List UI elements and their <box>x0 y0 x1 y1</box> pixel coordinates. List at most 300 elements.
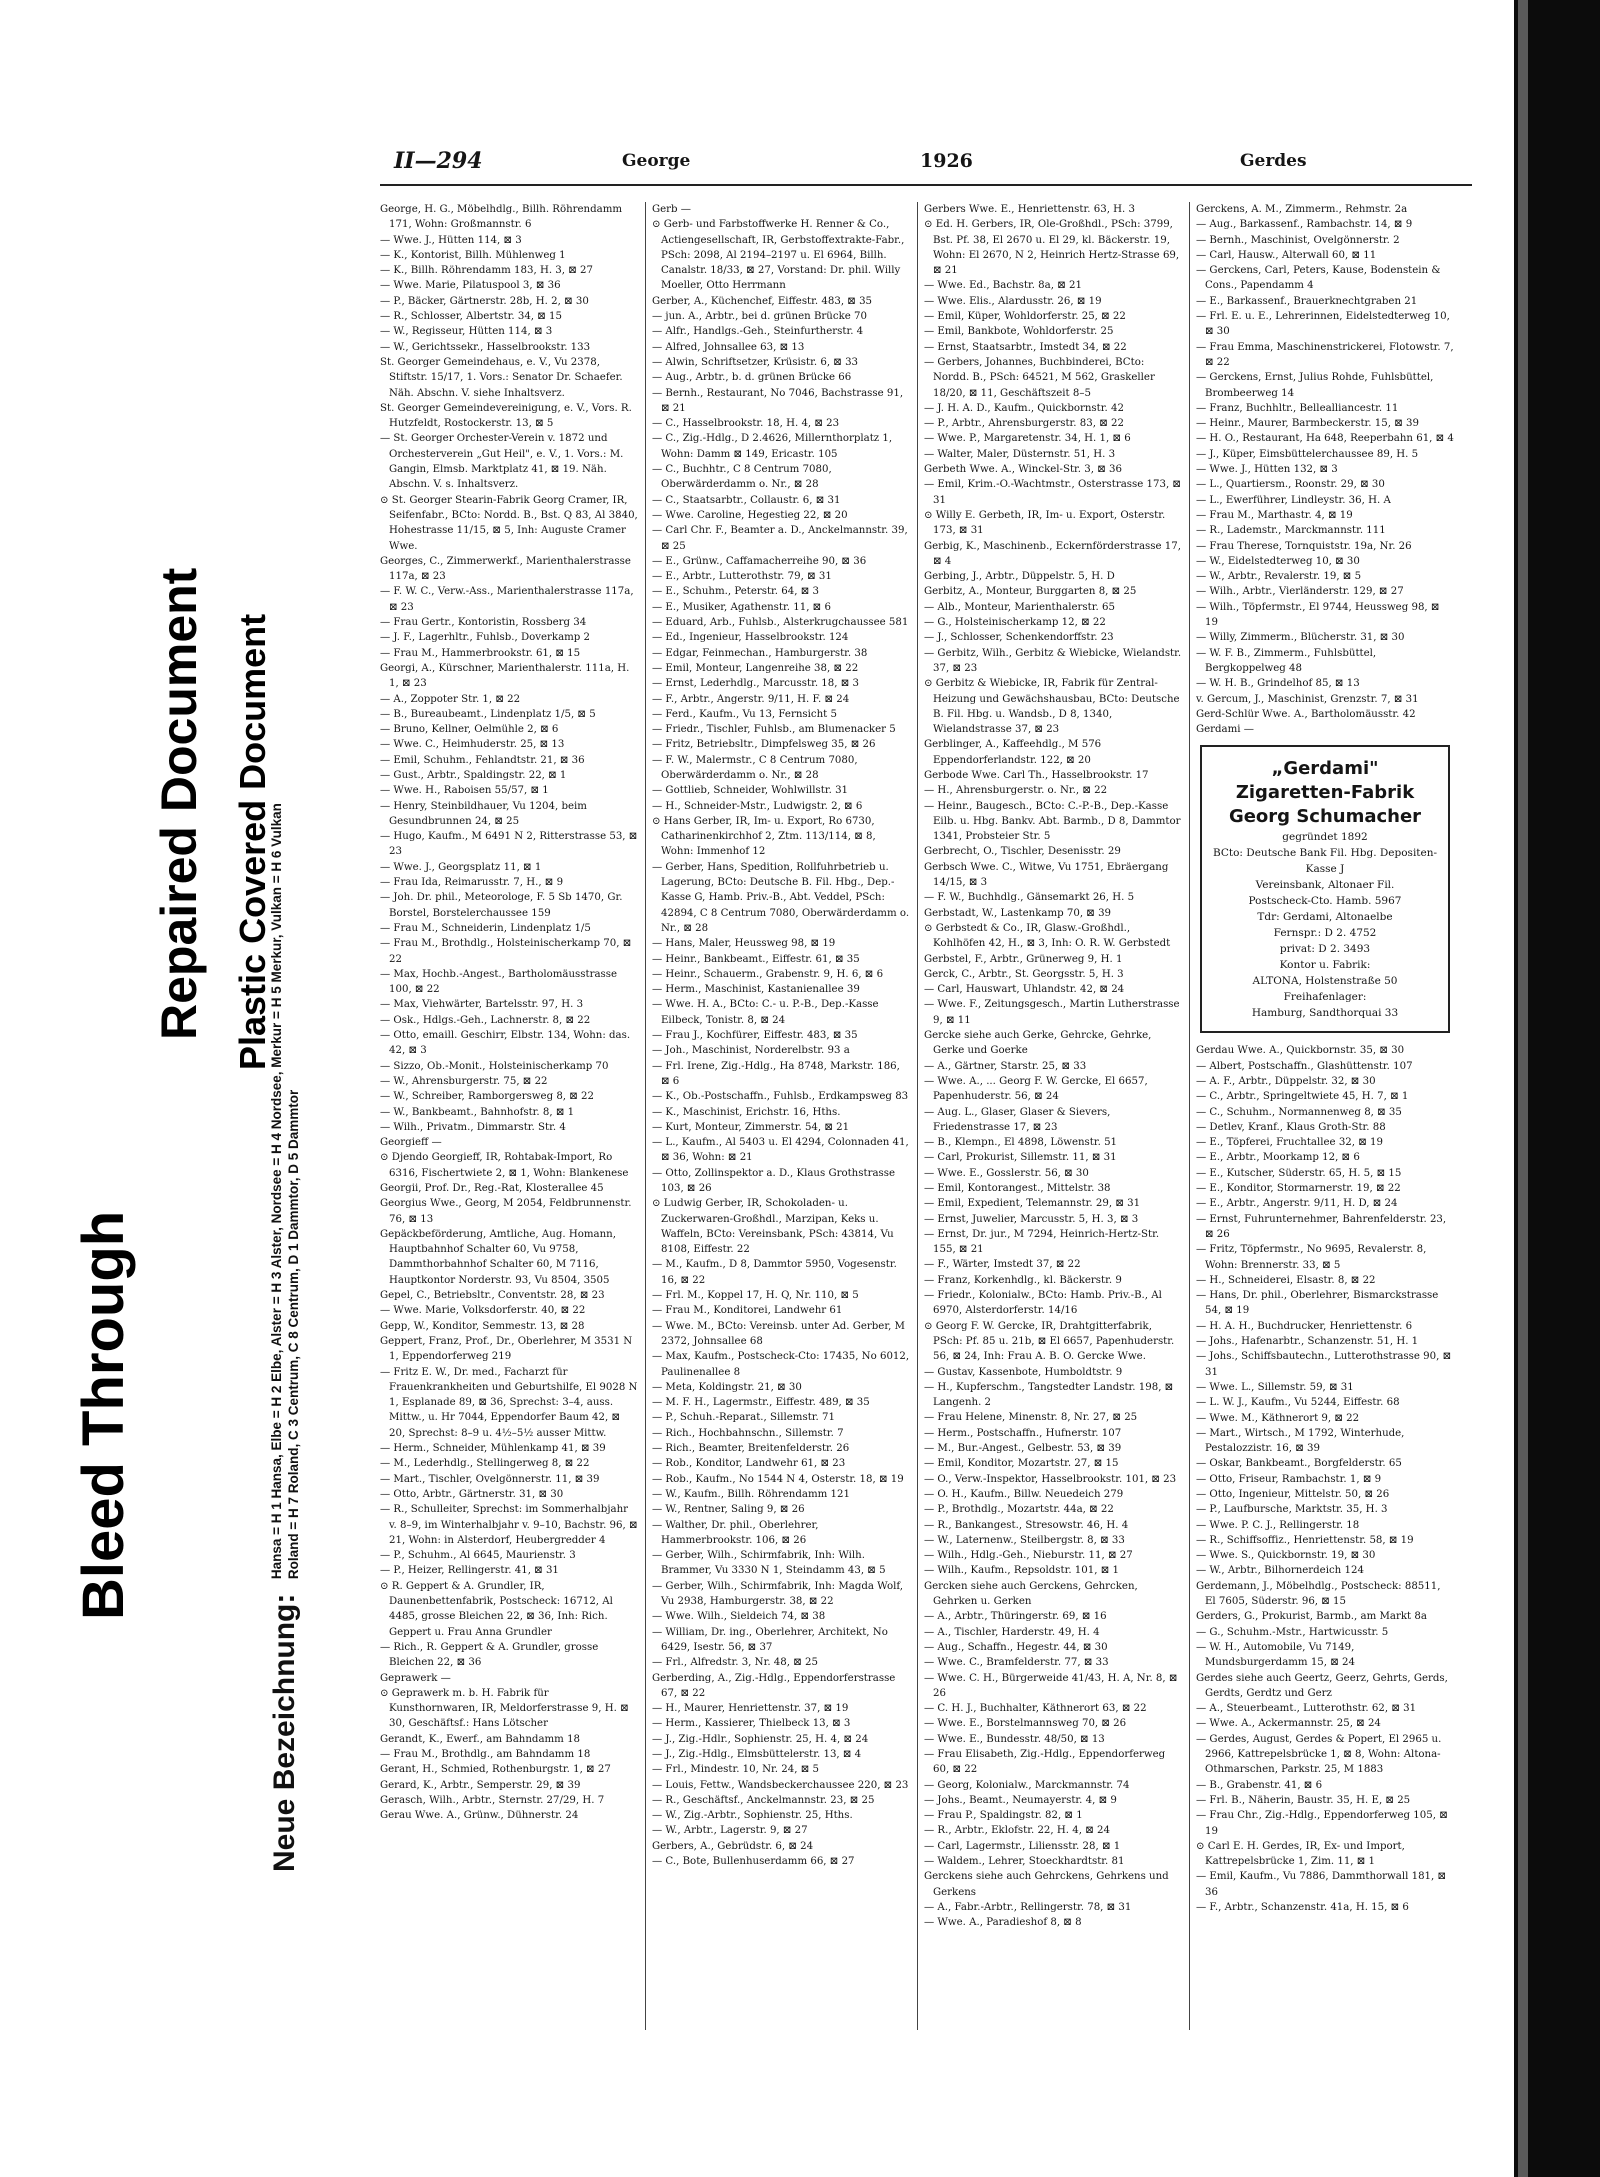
directory-entry: — Gerbitz, Wilh., Gerbitz & Wiebicke, Wielandstr. 37, ⊠ 23 <box>924 647 1182 674</box>
directory-entry: — Franz, Buchhltr., Bellealliancestr. 11 <box>1196 402 1399 414</box>
directory-entry: — Rob., Konditor, Landwehr 61, ⊠ 23 <box>652 1458 846 1470</box>
directory-entry: — J., Schlosser, Schenkendorffstr. 23 <box>924 632 1114 644</box>
directory-entry: — Wwe. C., Bramfelderstr. 77, ⊠ 33 <box>924 1657 1109 1669</box>
directory-entry: — Hans, Dr. phil., Oberlehrer, Bismarckstrasse 54, ⊠ 19 <box>1196 1290 1439 1317</box>
directory-entry: — W., Rentner, Saling 9, ⊠ 26 <box>652 1504 805 1516</box>
directory-entry: — Wwe. Wilh., Sieldeich 74, ⊠ 38 <box>652 1611 826 1623</box>
column-3 <box>924 202 1182 2030</box>
repaired-document-stamp: Repaired Document <box>151 567 207 1040</box>
directory-entry: — R., Geschäftsf., Anckelmannstr. 23, ⊠ 25 <box>652 1794 875 1806</box>
directory-entry: — K., Ob.-Postschaffn., Fuhlsb., Erdkampsweg 83 <box>652 1091 909 1103</box>
directory-entry: — Willy, Zimmerm., Blücherstr. 31, ⊠ 30 <box>1196 632 1405 644</box>
directory-entry: — Wwe. Ed., Bachstr. 8a, ⊠ 21 <box>924 280 1082 292</box>
directory-entry: — H., Ahrensburgerstr. o. Nr., ⊠ 22 <box>924 785 1108 797</box>
directory-entry: Gerbode Wwe. Carl Th., Hasselbrookstr. 17 <box>924 769 1149 781</box>
directory-entry: — P., Brothdlg., Mozartstr. 44a, ⊠ 22 <box>924 1504 1114 1516</box>
directory-entry: — Carl, Hausw., Alterwall 60, ⊠ 11 <box>1196 249 1377 261</box>
directory-entry: Georgi, A., Kürschner, Marienthalerstr. 111a, H. 1, ⊠ 23 <box>380 662 630 690</box>
directory-entry: — F., Arbtr., Angerstr. 9/11, H. F. ⊠ 24 <box>652 693 850 705</box>
directory-entry: — P., Laufbursche, Marktstr. 35, H. 3 <box>1196 1504 1388 1516</box>
directory-entry: — W., Arbtr., Revalerstr. 19, ⊠ 5 <box>1196 571 1362 583</box>
directory-entry: Gerbstel, F., Arbtr., Grünerweg 9, H. 1 <box>924 953 1123 965</box>
directory-entry: — R., Arbtr., Eklofstr. 22, H. 4, ⊠ 24 <box>924 1825 1110 1837</box>
directory-entry: ⊙ Djendo Georgieff, IR, Rohtabak-Import, Ro 6316, Fischertwiete 2, ⊠ 1, Wohn: Blankenese <box>380 1152 629 1179</box>
directory-entry: — E., Konditor, Stormarnerstr. 19, ⊠ 22 <box>1196 1183 1401 1195</box>
directory-entry: — Johs., Schiffsbautechn., Lutterothstrasse 90, ⊠ 31 <box>1196 1351 1452 1378</box>
directory-entry: — Max, Hochb.-Angest., Bartholomäusstrasse 100, ⊠ 22 <box>380 968 618 996</box>
directory-entry: — Wwe. J., Hütten 114, ⊠ 3 <box>380 234 522 246</box>
directory-entry: Gerbstadt, W., Lastenkamp 70, ⊠ 39 <box>924 907 1112 919</box>
directory-entry: — F. W., Malermstr., C 8 Centrum 7080, Oberwärderdamm o. Nr., ⊠ 28 <box>652 754 858 781</box>
directory-entry: — Edgar, Feinmechan., Hamburgerstr. 38 <box>652 647 868 659</box>
directory-entry: — P., Heizer, Rellingerstr. 41, ⊠ 31 <box>380 1565 559 1577</box>
directory-entry: — Emil, Monteur, Langenreihe 38, ⊠ 22 <box>652 662 859 674</box>
directory-entry: Gercken siehe auch Gerckens, Gehrcken, Gehrken u. Gerken <box>924 1580 1138 1608</box>
directory-entry: — Max, Viehwärter, Bartelsstr. 97, H. 3 <box>380 999 584 1011</box>
directory-entry: — O. H., Kaufm., Billw. Neuedeich 279 <box>924 1488 1124 1500</box>
directory-entry: — Heinr., Baugesch., BCto: C.-P.-B., Dep.-Kasse Eilb. u. Hbg. Bankv. Abt. Barmb., D 8, Dammtor 1341, Probsteier Str. 5 <box>924 800 1181 843</box>
directory-entry: — Gerdes, August, Gerdes & Popert, El 2965 u. 2966, Kattrepelsbrücke 1, ⊠ 8, Wohn: Altona-Othmarschen, Parkstr. 25, M 1883 <box>1196 1733 1442 1776</box>
directory-entry: — Walther, Dr. phil., Oberlehrer, Hammerbrookstr. 106, ⊠ 26 <box>652 1519 819 1546</box>
ad-line: gegründet 1892 <box>1282 831 1368 844</box>
directory-entry: Gerders, G., Prokurist, Barmb., am Markt 8a <box>1196 1611 1427 1623</box>
directory-entry: — B., Klempn., El 4898, Löwenstr. 51 <box>924 1137 1118 1149</box>
directory-entry: — Bernh., Maschinist, Ovelgönnerstr. 2 <box>1196 234 1400 246</box>
directory-entry: — W., Arbtr., Lagerstr. 9, ⊠ 27 <box>652 1825 808 1837</box>
directory-entry: — M., Bur.-Angest., Gelbestr. 53, ⊠ 39 <box>924 1443 1122 1455</box>
directory-entry: — M., Lederhdlg., Stellingerweg 8, ⊠ 22 <box>380 1458 590 1470</box>
directory-entry: ⊙ Ed. H. Gerbers, IR, Ole-Großhdl., PSch: 3799, Bst. Pf. 38, El 2670 u. El 29, kl. Bäckerstr. 19, Wohn: El 2670, N 2, Heinrich Hertz-Strasse 69, ⊠ 21 <box>924 219 1180 277</box>
directory-entry: — Frl., Mindestr. 10, Nr. 24, ⊠ 5 <box>652 1764 819 1776</box>
directory-entry: Gerck, C., Arbtr., St. Georgsstr. 5, H. 3 <box>924 968 1124 980</box>
directory-entry: — Gerber, Wilh., Schirmfabrik, Inh: Wilh. Brammer, Vu 3330 N 1, Steindamm 43, ⊠ 5 <box>652 1550 886 1577</box>
directory-entry: — Frl. M., Koppel 17, H. Q, Nr. 110, ⊠ 5 <box>652 1290 859 1302</box>
directory-entry: — Joh., Maschinist, Norderelbstr. 93 a <box>652 1045 850 1057</box>
directory-entry: — Wwe. J., Hütten 132, ⊠ 3 <box>1196 464 1338 476</box>
directory-entry: — Wwe. Marie, Pilatuspool 3, ⊠ 36 <box>380 280 561 292</box>
directory-entry: — Wwe. S., Quickbornstr. 19, ⊠ 30 <box>1196 1550 1376 1562</box>
directory-entry: — Otto, Zollinspektor a. D., Klaus Grothstrasse 103, ⊠ 26 <box>652 1167 895 1194</box>
directory-entry: — H., Schneiderei, Elsastr. 8, ⊠ 22 <box>1196 1274 1376 1286</box>
directory-entry: St. Georger Gemeindehaus, e. V., Vu 2378, Stiftstr. 15/17, 1. Vors.: Senator Dr. Schaefer. Näh. Abschn. V. siehe Inhaltsverz. <box>380 356 623 399</box>
directory-entry: — Rich., R. Geppert & A. Grundler, grosse Bleichen 22, ⊠ 36 <box>380 1641 599 1669</box>
directory-entry: Gerd-Schlür Wwe. A., Bartholomäusstr. 42 <box>1196 708 1416 720</box>
directory-entry: — Wilh., Arbtr., Vierländerstr. 129, ⊠ 27 <box>1196 586 1404 598</box>
directory-entry: — Wwe. E., Borstelmannsweg 70, ⊠ 26 <box>924 1718 1127 1730</box>
directory-entry: — Gerber, Hans, Spedition, Rollfuhrbetrieb u. Lagerung, BCto: Deutsche B. Fil. Hbg., Dep.-Kasse G, Hamb. Priv.-B., Abt. Veddel, PSch: 42894, C 8 Centrum 7080, Oberwärderdamm o. Nr., ⊠ 28 <box>652 861 910 934</box>
directory-entry: — Ernst, Lederhdlg., Marcusstr. 18, ⊠ 3 <box>652 678 859 690</box>
directory-entry: — Carl, Hauswart, Uhlandstr. 42, ⊠ 24 <box>924 984 1125 996</box>
directory-entry: Gerasch, Wilh., Arbtr., Sternstr. 27/29, H. 7 <box>380 1794 605 1806</box>
directory-entry: — Herm., Schneider, Mühlenkamp 41, ⊠ 39 <box>380 1443 606 1455</box>
directory-entry: — Hans, Maler, Heussweg 98, ⊠ 19 <box>652 938 836 950</box>
directory-entry: — Wilh., Hdlg.-Geh., Nieburstr. 11, ⊠ 27 <box>924 1550 1133 1562</box>
directory-entry: — Rob., Kaufm., No 1544 N 4, Osterstr. 18, ⊠ 19 <box>652 1473 904 1485</box>
directory-entry: — E., Arbtr., Angerstr. 9/11, H. D, ⊠ 24 <box>1196 1198 1398 1210</box>
directory-entry: — E., Schuhm., Peterstr. 64, ⊠ 3 <box>652 586 819 598</box>
directory-entry: Gerdemann, J., Möbelhdlg., Postscheck: 88511, El 7605, Süderstr. 96, ⊠ 15 <box>1196 1580 1441 1608</box>
legend-lines <box>268 803 302 1579</box>
directory-entry: — Johs., Beamt., Neumayerstr. 4, ⊠ 9 <box>924 1794 1117 1806</box>
gerdami-advertisement <box>1200 745 1450 1033</box>
directory-entry: — E., Kutscher, Süderstr. 65, H. 5, ⊠ 15 <box>1196 1167 1402 1179</box>
directory-entry: — Wwe. M., BCto: Vereinsb. unter Ad. Gerber, M 2372, Johnsallee 68 <box>652 1320 905 1347</box>
directory-entry: Gerckens, A. M., Zimmerm., Rehmstr. 2a <box>1196 204 1408 215</box>
column-1 <box>380 202 638 2030</box>
directory-entry: — Emil, Kontorangest., Mittelstr. 38 <box>924 1183 1111 1194</box>
directory-entry: ⊙ Georg F. W. Gercke, IR, Drahtgitterfabrik, PSch: Pf. 85 u. 21b, ⊠ El 6657, Papenhuderstr. 56, ⊠ 24, Inh: Frau A. B. O. Gercke Wwe. <box>924 1320 1175 1363</box>
directory-entry: — A., Fabr.-Arbtr., Rellingerstr. 78, ⊠ 31 <box>924 1901 1132 1913</box>
directory-entry: — C., Bote, Bullenhuserdamm 66, ⊠ 27 <box>652 1856 855 1868</box>
directory-entry: — W., Kaufm., Billh. Röhrendamm 121 <box>652 1488 850 1500</box>
directory-entry: — G., Holsteinischerkamp 12, ⊠ 22 <box>924 617 1106 629</box>
directory-entry: — Frau M., Brothdlg., Holsteinischerkamp 70, ⊠ 22 <box>380 938 632 965</box>
ad-title-owner: Georg Schumacher <box>1228 806 1422 828</box>
directory-entry: — Oskar, Bankbeamt., Borgfelderstr. 65 <box>1196 1458 1402 1470</box>
legend-title: Neue Bezeichnung: <box>268 1593 301 1872</box>
directory-entry: Gerbrecht, O., Tischler, Desenisstr. 29 <box>924 846 1121 858</box>
directory-entry: — H., Schneider-Mstr., Ludwigstr. 2, ⊠ 6 <box>652 800 863 812</box>
directory-entry: — Wwe. A., Paradieshof 8, ⊠ 8 <box>924 1917 1082 1929</box>
directory-entry: — Kurt, Monteur, Zimmerstr. 54, ⊠ 21 <box>652 1121 850 1133</box>
directory-entry: — Rich., Hochbahnschn., Sillemstr. 7 <box>652 1427 844 1439</box>
directory-entry: — Sizzo, Ob.-Monit., Holsteinischerkamp 70 <box>380 1060 609 1072</box>
directory-entry: — F. W., Buchhdlg., Gänsemarkt 26, H. 5 <box>924 892 1135 904</box>
directory-entry: — Otto, Arbtr., Gärtnerstr. 31, ⊠ 30 <box>380 1488 564 1500</box>
directory-entry: — Frau M., Schneiderin, Lindenplatz 1/5 <box>380 922 591 934</box>
directory-entry: — L., Kaufm., Al 5403 u. El 4294, Colonnaden 41, ⊠ 36, Wohn: ⊠ 21 <box>652 1137 909 1164</box>
directory-entry: — Wwe. A., ... Georg F. W. Gercke, El 6657, Papenhuderstr. 56, ⊠ 24 <box>924 1075 1148 1103</box>
legend-line-1: Hansa = H 1 Hansa, Elbe = H 2 Elbe, Alster = H 3 Alster, Nordsee = H 4 Nordsee, Merkur = H 5 Merkur, Vulkan = H 6 Vulkan <box>269 803 284 1580</box>
directory-entry: — Otto, Ingenieur, Mittelstr. 50, ⊠ 26 <box>1196 1489 1390 1500</box>
directory-entry: — P., Arbtr., Ahrensburgerstr. 83, ⊠ 22 <box>924 418 1124 430</box>
directory-entry: — H. O., Restaurant, Ha 648, Reeperbahn 61, ⊠ 4 <box>1196 433 1454 445</box>
directory-entry: — Emil, Schuhm., Fehlandtstr. 21, ⊠ 36 <box>380 754 585 766</box>
directory-entry: — P., Schuh.-Reparat., Sillemstr. 71 <box>652 1412 835 1424</box>
directory-entry: Gerdami — <box>1196 724 1254 736</box>
directory-entry: — Franz, Korkenhdlg., kl. Bäckerstr. 9 <box>924 1274 1122 1286</box>
directory-entry: v. Gercum, J., Maschinist, Grenzstr. 7, ⊠ 31 <box>1196 693 1419 705</box>
directory-entry: — C., Buchhtr., C 8 Centrum 7080, Oberwärderdamm o. Nr., ⊠ 28 <box>652 464 832 491</box>
directory-entry: Gerckens siehe auch Gehrckens, Gehrkens und Gerkens <box>924 1871 1169 1898</box>
directory-entry: — Emil, Expedient, Telemannstr. 29, ⊠ 31 <box>924 1198 1141 1210</box>
directory-entry: — M., Kaufm., D 8, Dammtor 5950, Vogesenstr. 16, ⊠ 22 <box>652 1259 897 1286</box>
ad-line: privat: D 2. 3493 <box>1279 943 1371 956</box>
directory-entry: — L. W. J., Kaufm., Vu 5244, Eiffestr. 68 <box>1196 1397 1400 1409</box>
directory-entry: St. Georger Gemeindevereinigung, e. V., Vors. R. Hutzfeldt, Rostockerstr. 13, ⊠ 5 <box>380 402 632 430</box>
directory-entry: Georges, C., Zimmerwerkf., Marienthalerstrasse 117a, ⊠ 23 <box>380 555 631 583</box>
directory-entry: — Ernst, Juwelier, Marcusstr. 5, H. 3, ⊠ 3 <box>924 1213 1139 1225</box>
directory-entry: Gerbers Wwe. E., Henriettenstr. 63, H. 3 <box>924 204 1136 215</box>
directory-entry: Gepp, W., Konditor, Semmestr. 13, ⊠ 28 <box>380 1320 585 1332</box>
directory-entry: — Heinr., Bankbeamt., Eiffestr. 61, ⊠ 35 <box>652 953 860 965</box>
directory-entry: Gerdes siehe auch Geertz, Geerz, Gehrts, Gerds, Gerdts, Gerdtz und Gerz <box>1196 1672 1448 1699</box>
scanner-edge <box>1514 0 1600 2177</box>
directory-entry: ⊙ Gerbitz & Wiebicke, IR, Fabrik für Zentral-Heizung und Gewächshausbau, BCto: Deutsche B. Fil. Hbg. u. Wandsb., D 8, 1340, Wielandstrasse 37, ⊠ 23 <box>924 678 1180 736</box>
directory-entry: — E., Arbtr., Lutterothstr. 79, ⊠ 31 <box>652 571 832 583</box>
directory-entry: — Frl. E. u. E., Lehrerinnen, Eidelstedterweg 10, ⊠ 30 <box>1196 311 1450 338</box>
directory-entry: — jun. A., Arbtr., bei d. grünen Brücke 70 <box>652 311 867 323</box>
directory-entry: Gerbers, A., Gebrüdstr. 6, ⊠ 24 <box>652 1840 814 1852</box>
directory-entry: — Wwe. C., Heimhuderstr. 25, ⊠ 13 <box>380 739 565 751</box>
plastic-covered-stamp: Plastic Covered Document <box>232 613 273 1070</box>
directory-entry: — Rich., Beamter, Breitenfelderstr. 26 <box>652 1443 850 1455</box>
directory-entry: — Fritz, Betriebsltr., Dimpfelsweg 35, ⊠ 26 <box>652 739 876 751</box>
directory-entry: — Fritz, Töpfermstr., No 9695, Revalerstr. 8, Wohn: Brennerstr. 33, ⊠ 5 <box>1196 1244 1427 1271</box>
directory-entry: — Wwe. F., Zeitungsgesch., Martin Lutherstrasse 9, ⊠ 11 <box>924 999 1180 1026</box>
directory-entry: ⊙ Ludwig Gerber, IR, Schokoladen- u. Zuckerwaren-Großhdl., Marzipan, Keks u. Waffeln, BCto: Vereinsbank, PSch: 43814, Vu 8108, Eiffestr. 22 <box>652 1198 894 1256</box>
directory-entry: — Osk., Hdlgs.-Geh., Lachnerstr. 8, ⊠ 22 <box>380 1014 591 1026</box>
directory-entry: — Frau M., Konditorei, Landwehr 61 <box>652 1305 843 1317</box>
directory-entry: — Frau Helene, Minenstr. 8, Nr. 27, ⊠ 25 <box>924 1412 1138 1424</box>
directory-entry: — Frl. Irene, Zig.-Hdlg., Ha 8748, Markstr. 186, ⊠ 6 <box>652 1060 900 1087</box>
column-rule <box>1189 202 1190 2030</box>
header-last-name: Gerdes <box>1240 151 1307 171</box>
legend-line-2: Roland = H 7 Roland, C 3 Centrum, C 8 Centrum, D 1 Dammtor, D 5 Dammtor <box>286 1089 301 1580</box>
directory-entry: — Hugo, Kaufm., M 6491 N 2, Ritterstrasse 53, ⊠ 23 <box>380 831 638 858</box>
ad-details <box>1210 829 1440 1021</box>
directory-entry: — Wwe. H. A., BCto: C.- u. P.-B., Dep.-Kasse Eilbeck, Tonistr. 8, ⊠ 24 <box>652 999 879 1026</box>
directory-entry: — W., Schreiber, Ramborgersweg 8, ⊠ 22 <box>380 1091 595 1103</box>
ad-line: Postscheck-Cto. Hamb. 5967 <box>1248 895 1402 908</box>
directory-entry: — P., Bäcker, Gärtnerstr. 28b, H. 2, ⊠ 30 <box>380 295 589 307</box>
column-2 <box>652 202 910 2030</box>
directory-entry: — F. W. C., Verw.-Ass., Marienthalerstrasse 117a, ⊠ 23 <box>380 586 634 613</box>
directory-entry: Gepel, C., Betriebsltr., Conventstr. 28, ⊠ 23 <box>380 1290 605 1302</box>
directory-entry: — Gerckens, Ernst, Julius Rohde, Fuhlsbüttel, Brombeerweg 14 <box>1196 372 1434 399</box>
directory-entry: — Waldem., Lehrer, Stoeckhardtstr. 81 <box>924 1856 1125 1868</box>
directory-entry: — Emil, Konditor, Mozartstr. 27, ⊠ 15 <box>924 1458 1119 1470</box>
directory-entry: — J., Zig.-Hdlg., Elmsbüttelerstr. 13, ⊠ 4 <box>652 1748 862 1760</box>
directory-entry: — Wwe. Caroline, Hegestieg 22, ⊠ 20 <box>652 509 848 521</box>
directory-entry: Georgii, Prof. Dr., Reg.-Rat, Klosterallee 45 <box>380 1183 604 1194</box>
ad-line: Kontor u. Fabrik: <box>1279 959 1371 972</box>
column-4-top <box>1196 202 1454 737</box>
directory-entry: ⊙ Carl E. H. Gerdes, IR, Ex- und Import, Kattrepelsbrücke 1, Zim. 11, ⊠ 1 <box>1196 1840 1405 1868</box>
ad-line: ALTONA, Holstenstraße 50 <box>1252 975 1398 988</box>
directory-entry: — Friedr., Tischler, Fuhlsb., am Blumenacker 5 <box>652 724 896 736</box>
directory-entry: — P., Schuhm., Al 6645, Maurienstr. 3 <box>380 1550 576 1562</box>
directory-entry: — Joh. Dr. phil., Meteorologe, F. 5 Sb 1470, Gr. Borstel, Borstelerchaussee 159 <box>380 892 623 919</box>
directory-entry: — Frl., Alfredstr. 3, Nr. 48, ⊠ 25 <box>652 1657 818 1669</box>
directory-entry: — Ferd., Kaufm., Vu 13, Fernsicht 5 <box>652 708 837 720</box>
directory-entry: — H. A. H., Buchdrucker, Henriettenstr. 6 <box>1196 1320 1413 1332</box>
directory-entry: — F., Wärter, Imstedt 37, ⊠ 22 <box>924 1259 1081 1271</box>
directory-entry: — M. F. H., Lagermstr., Eiffestr. 489, ⊠ 35 <box>652 1397 870 1409</box>
directory-entry: — B., Bureaubeamt., Lindenplatz 1/5, ⊠ 5 <box>380 708 596 720</box>
directory-entry: — L., Ewerführer, Lindleystr. 36, H. A <box>1196 494 1391 506</box>
directory-entry: — J. H. A. D., Kaufm., Quickbornstr. 42 <box>924 402 1124 414</box>
directory-entry: Geppert, Franz, Prof., Dr., Oberlehrer, M 3531 N 1, Eppendorferweg 219 <box>380 1335 633 1363</box>
directory-entry: — R., Schiffsoffiz., Henriettenstr. 58, ⊠ 19 <box>1196 1534 1414 1546</box>
directory-entry: — Alfr., Handlgs.-Geh., Steinfurtherstr. 4 <box>652 326 864 338</box>
directory-entry: — Frau Ida, Reimarusstr. 7, H., ⊠ 9 <box>380 877 564 889</box>
directory-entry: ⊙ Geprawerk m. b. H. Fabrik für Kunsthornwaren, IR, Meldorferstrasse 9, H. ⊠ 30, Geschäftsf.: Hans Lötscher <box>380 1687 629 1730</box>
directory-entry: — Bruno, Kellner, Oelmühle 2, ⊠ 6 <box>380 724 559 736</box>
directory-entry: — O., Verw.-Inspektor, Hasselbrookstr. 101, ⊠ 23 <box>924 1473 1177 1485</box>
directory-entry: — Eduard, Arb., Fuhlsb., Alsterkrugchaussee 581 <box>652 617 909 629</box>
directory-entry: — A. F., Arbtr., Düppelstr. 32, ⊠ 30 <box>1196 1075 1376 1087</box>
directory-entry: — Wwe. J., Georgsplatz 11, ⊠ 1 <box>380 861 542 873</box>
directory-entry: Gerbsch Wwe. C., Witwe, Vu 1751, Ebräergang 14/15, ⊠ 3 <box>924 861 1169 889</box>
directory-entry: George, H. G., Möbelhdlg., Billh. Röhrendamm 171, Wohn: Großmannstr. 6 <box>380 204 623 231</box>
directory-entry: Gerard, K., Arbtr., Semperstr. 29, ⊠ 39 <box>380 1779 581 1791</box>
directory-entry: — Gerckens, Carl, Peters, Kause, Bodenstein & Cons., Papendamm 4 <box>1196 265 1441 292</box>
directory-entry: — Ed., Ingenieur, Hasselbrookstr. 124 <box>652 632 849 644</box>
directory-entry: Gercke siehe auch Gerke, Gehrcke, Gehrke, Gerke und Goerke <box>924 1030 1152 1057</box>
ad-line: Hamburg, Sandthorquai 33 <box>1251 1007 1399 1020</box>
directory-entry: — Frau M., Marthastr. 4, ⊠ 19 <box>1196 509 1353 521</box>
directory-entry: — Frau P., Spaldingstr. 82, ⊠ 1 <box>924 1810 1083 1822</box>
directory-entry: — Frau Therese, Tornquiststr. 19a, Nr. 26 <box>1196 540 1412 552</box>
ad-title-brand: „Gerdami" <box>1271 758 1379 780</box>
directory-entry: — Henry, Steinbildhauer, Vu 1204, beim Gesundbrunnen 24, ⊠ 25 <box>380 800 587 827</box>
column-4 <box>1196 202 1454 2030</box>
directory-entry: — Mart., Tischler, Ovelgönnerstr. 11, ⊠ 39 <box>380 1473 600 1485</box>
exchange-legend <box>268 212 302 1872</box>
directory-entry: — Wwe. A., Ackermannstr. 25, ⊠ 24 <box>1196 1718 1381 1730</box>
directory-entry: Gerber, A., Küchenchef, Eiffestr. 483, ⊠ 35 <box>652 295 873 307</box>
directory-entry: — A., Gärtner, Starstr. 25, ⊠ 33 <box>924 1060 1087 1072</box>
bleed-through-stamp: Bleed Through <box>71 1210 136 1620</box>
directory-entry: — R., Lademstr., Marckmannstr. 111 <box>1196 525 1386 537</box>
directory-entry: — Frau Elisabeth, Zig.-Hdlg., Eppendorferweg 60, ⊠ 22 <box>924 1748 1166 1776</box>
directory-entry: — Wwe. P. C. J., Rellingerstr. 18 <box>1196 1519 1360 1531</box>
directory-entry: — Wilh., Töpfermstr., El 9744, Heussweg 98, ⊠ 19 <box>1196 601 1440 629</box>
directory-entry: — W., Zig.-Arbtr., Sophienstr. 25, Hths. <box>652 1810 853 1822</box>
directory-entry: Gerb — <box>652 204 691 215</box>
directory-entry: — H., Kupferschm., Tangstedter Landstr. 198, ⊠ Langenh. 2 <box>924 1381 1174 1409</box>
directory-entry: — W. H., Automobile, Vu 7149, Mundsburgerdamm 15, ⊠ 24 <box>1196 1641 1356 1669</box>
directory-entry: — W., Eidelstedterweg 10, ⊠ 30 <box>1196 555 1360 567</box>
directory-entry: — F., Arbtr., Schanzenstr. 41a, H. 15, ⊠ 6 <box>1196 1902 1409 1914</box>
directory-entry: — R., Schulleiter, Sprechst: im Sommerhalbjahr v. 8–9, im Winterhalbjahr v. 9–10, Bachstr. 96, ⊠ 21, Wohn: in Alsterdorf, Heubergredder 4 <box>380 1504 638 1546</box>
directory-entry: — Wwe. E., Bundesstr. 48/50, ⊠ 13 <box>924 1733 1105 1745</box>
directory-entry: — A., Steuerbeamt., Lutterothstr. 62, ⊠ 31 <box>1196 1703 1417 1715</box>
directory-entry: — Ernst, Dr. jur., M 7294, Heinrich-Hertz-Str. 155, ⊠ 21 <box>924 1228 1160 1256</box>
scanner-edge-stripe <box>1518 0 1528 2177</box>
directory-entry: — W., Regisseur, Hütten 114, ⊠ 3 <box>380 326 553 338</box>
directory-entry: — William, Dr. ing., Oberlehrer, Architekt, No 6429, Isestr. 56, ⊠ 37 <box>652 1626 888 1653</box>
directory-entry: Gerblinger, A., Kaffeehdlg., M 576 Eppendorferlandstr. 122, ⊠ 20 <box>924 739 1102 766</box>
directory-entry: — W., Arbtr., Bilhornerdeich 124 <box>1196 1565 1364 1577</box>
directory-entry: — Otto, emaill. Geschirr, Elbstr. 134, Wohn: das. 42, ⊠ 3 <box>380 1030 631 1057</box>
directory-entry: ⊙ Hans Gerber, IR, Im- u. Export, Ro 6730, Catharinenkirchhof 2, Ztm. 113/114, ⊠ 8, Wohn: Immenhof 12 <box>652 815 876 858</box>
directory-entry: Gerau Wwe. A., Grünw., Dühnerstr. 24 <box>380 1810 579 1822</box>
directory-entry: — K., Billh. Röhrendamm 183, H. 3, ⊠ 27 <box>380 265 594 277</box>
directory-entry: — L., Quartiersm., Roonstr. 29, ⊠ 30 <box>1196 479 1385 491</box>
directory-entry: — Aug., Arbtr., b. d. grünen Brücke 66 <box>652 372 852 384</box>
directory-entry: — Herm., Postschaffn., Hufnerstr. 107 <box>924 1427 1122 1439</box>
directory-entry: — Wilh., Privatm., Dimmarstr. Str. 4 <box>380 1121 566 1133</box>
header-first-name: George <box>622 151 691 171</box>
directory-entry: — C., Zig.-Hdlg., D 2.4626, Millernthorplatz 1, Wohn: Damm ⊠ 149, Ericastr. 105 <box>652 433 893 460</box>
directory-entry: — J., Küper, Eimsbüttelerchaussee 89, H. 5 <box>1196 448 1419 460</box>
directory-entry: Gerberding, A., Zig.-Hdlg., Eppendorferstrasse 67, ⊠ 22 <box>652 1672 896 1699</box>
directory-entry: — Gerber, Wilh., Schirmfabrik, Inh: Magda Wolf, Vu 2938, Hamburgerstr. 38, ⊠ 22 <box>652 1580 903 1608</box>
directory-entry: — Mart., Wirtsch., M 1792, Winterhude, Pestalozzistr. 16, ⊠ 39 <box>1196 1427 1405 1455</box>
directory-entry: — Frau Chr., Zig.-Hdlg., Eppendorferweg 105, ⊠ 19 <box>1196 1810 1448 1837</box>
directory-entry: ⊙ St. Georger Stearin-Fabrik Georg Cramer, IR, Seifenfabr., BCto: Nordd. B., Bst. Q 83, Al 3840, Hohestrasse 11/15, ⊠ 5, Inh: Auguste Cramer Wwe. <box>380 494 638 552</box>
directory-entry: — W. F. B., Zimmerm., Fuhlsbüttel, Bergkoppelweg 48 <box>1196 647 1377 674</box>
directory-entry: — Gustav, Kassenbote, Humboldtstr. 9 <box>924 1366 1123 1378</box>
directory-entry: — Heinr., Maurer, Barmbeckerstr. 15, ⊠ 39 <box>1196 418 1419 430</box>
directory-entry: — K., Kontorist, Billh. Mühlenweg 1 <box>380 249 566 261</box>
directory-entry: — R., Bankangest., Stresowstr. 46, H. 4 <box>924 1519 1129 1531</box>
directory-entry: — W., Bankbeamt., Bahnhofstr. 8, ⊠ 1 <box>380 1106 575 1118</box>
directory-entry: — W. H. B., Grindelhof 85, ⊠ 13 <box>1196 678 1360 690</box>
column-rule <box>917 202 918 2030</box>
directory-entry: — Max, Kaufm., Postscheck-Cto: 17435, No 6012, Paulinenallee 8 <box>652 1351 910 1378</box>
directory-entry: — Louis, Fettw., Wandsbeckerchaussee 220, ⊠ 23 <box>652 1779 909 1791</box>
directory-entry: — Frau M., Hammerbrookstr. 61, ⊠ 15 <box>380 647 581 659</box>
directory-entry: — Bernh., Restaurant, No 7046, Bachstrasse 91, ⊠ 21 <box>652 387 904 414</box>
directory-entry: — H., Maurer, Henriettenstr. 37, ⊠ 19 <box>652 1703 849 1715</box>
directory-entry: — B., Grabenstr. 41, ⊠ 6 <box>1196 1779 1323 1791</box>
directory-entry: Georgieff — <box>380 1137 442 1149</box>
directory-columns <box>380 202 1472 2030</box>
directory-entry: Gerbitz, A., Monteur, Burggarten 8, ⊠ 25 <box>924 586 1137 598</box>
directory-entry: — Aug. L., Glaser, Glaser & Sievers, Friedenstrasse 17, ⊠ 23 <box>924 1106 1111 1133</box>
directory-entry: — C., Arbtr., Springeltwiete 45, H. 7, ⊠ 1 <box>1196 1091 1409 1103</box>
directory-entry: — Wwe. Marie, Volksdorferstr. 40, ⊠ 22 <box>380 1305 586 1317</box>
directory-entry: — Alb., Monteur, Marienthalerstr. 65 <box>924 601 1115 613</box>
directory-entry: — Emil, Küper, Wohldorferstr. 25, ⊠ 22 <box>924 311 1126 323</box>
directory-entry: — Wilh., Kaufm., Repsoldstr. 101, ⊠ 1 <box>924 1565 1119 1577</box>
directory-entry: — C., Staatsarbtr., Collaustr. 6, ⊠ 31 <box>652 494 841 506</box>
directory-entry: — A., Arbtr., Thüringerstr. 69, ⊠ 16 <box>924 1611 1107 1623</box>
header-year: 1926 <box>920 150 973 172</box>
directory-entry: — Gottlieb, Schneider, Wohlwillstr. 31 <box>652 785 849 797</box>
directory-entry: — Wwe. E., Gosslerstr. 56, ⊠ 30 <box>924 1167 1089 1179</box>
directory-entry: — C., Hasselbrookstr. 18, H. 4, ⊠ 23 <box>652 418 840 430</box>
directory-entry: — Wwe. M., Käthnerort 9, ⊠ 22 <box>1196 1412 1360 1424</box>
directory-entry: — Wwe. L., Sillemstr. 59, ⊠ 31 <box>1196 1381 1354 1393</box>
directory-entry: Gerbig, K., Maschinenb., Eckernförderstrasse 17, ⊠ 4 <box>924 540 1181 567</box>
directory-entry: — Wwe. P., Margaretenstr. 34, H. 1, ⊠ 6 <box>924 433 1131 445</box>
directory-entry: — Wwe. H., Raboisen 55/57, ⊠ 1 <box>380 785 549 797</box>
directory-entry: — Carl Chr. F., Beamter a. D., Anckelmannstr. 39, ⊠ 25 <box>652 525 908 552</box>
ad-line: Vereinsbank, Altonaer Fil. <box>1255 879 1395 892</box>
directory-entry: — St. Georger Orchester-Verein v. 1872 und Orchesterverein „Gut Heil", e. V., 1. Vors.: M. Gangin, Elmsb. Marktplatz 41, ⊠ 19. Näh. Abschn. V. s. Inhaltsverz. <box>380 433 624 491</box>
directory-entry: — G., Schuhm.-Mstr., Hartwicusstr. 5 <box>1196 1626 1389 1638</box>
page-number: II—294 <box>394 148 483 174</box>
directory-page <box>380 150 1472 2030</box>
directory-entry: — Meta, Koldingstr. 21, ⊠ 30 <box>652 1381 802 1393</box>
directory-entry: — J., Zig.-Hdlr., Sophienstr. 25, H. 4, ⊠ 24 <box>652 1733 869 1745</box>
directory-entry: — Frau J., Kochfürer, Eiffestr. 483, ⊠ 35 <box>652 1030 858 1042</box>
directory-entry: — W., Ahrensburgerstr. 75, ⊠ 22 <box>380 1075 548 1087</box>
directory-entry: — A., Zoppoter Str. 1, ⊠ 22 <box>380 693 521 705</box>
directory-entry: — C. H. J., Buchhalter, Käthnerort 63, ⊠ 22 <box>924 1703 1147 1715</box>
directory-entry: — R., Schlosser, Albertstr. 34, ⊠ 15 <box>380 311 563 323</box>
directory-entry: — E., Musiker, Agathenstr. 11, ⊠ 6 <box>652 601 831 613</box>
directory-entry: — A., Tischler, Harderstr. 49, H. 4 <box>924 1626 1100 1638</box>
directory-entry: — Alfred, Johnsallee 63, ⊠ 13 <box>652 341 805 353</box>
directory-entry: — Friedr., Kolonialw., BCto: Hamb. Priv.-B., Al 6970, Alsterdorferstr. 14/16 <box>924 1290 1162 1317</box>
ad-title-factory: Zigaretten-Fabrik <box>1235 782 1415 804</box>
directory-entry: — W., Laternenw., Steilbergstr. 8, ⊠ 33 <box>924 1534 1125 1546</box>
directory-entry: — Albert, Postschaffn., Glashüttenstr. 107 <box>1196 1060 1413 1072</box>
directory-entry: — Frau M., Brothdlg., am Bahndamm 18 <box>380 1748 591 1760</box>
column-4-bottom <box>1196 1043 1454 1915</box>
directory-entry: — Frau Emma, Maschinenstrickerei, Flotowstr. 7, ⊠ 22 <box>1196 341 1454 368</box>
directory-entry: — Frau Gertr., Kontoristin, Rossberg 34 <box>380 617 587 629</box>
directory-entry: Georgius Wwe., Georg, M 2054, Feldbrunnenstr. 76, ⊠ 13 <box>380 1198 632 1225</box>
directory-entry: — Gust., Arbtr., Spaldingstr. 22, ⊠ 1 <box>380 769 567 781</box>
directory-entry: — Aug., Schaffn., Hegestr. 44, ⊠ 30 <box>924 1641 1108 1653</box>
directory-entry: — C., Schuhm., Normannenweg 8, ⊠ 35 <box>1196 1106 1402 1118</box>
